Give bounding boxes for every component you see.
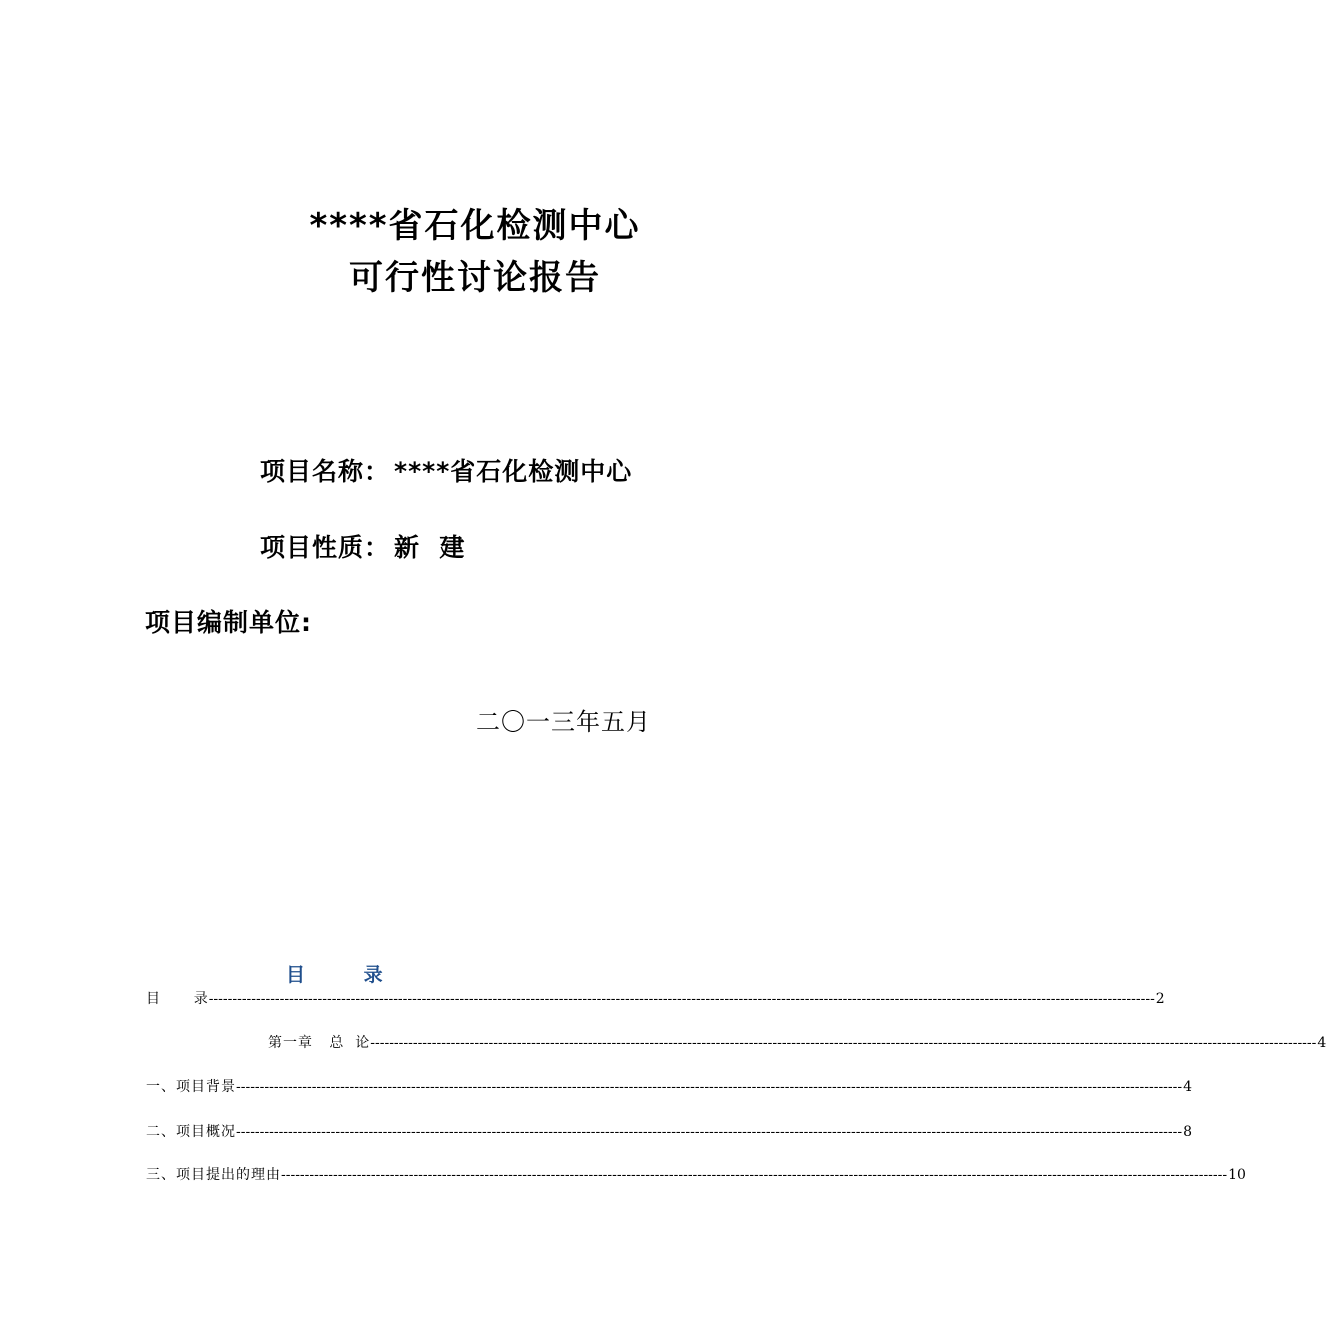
document-title	[0, 200, 950, 304]
project-nature-field	[260, 532, 465, 564]
toc-leader-dots: --------------------------------------------------------------------------------------------------------------------------------------------------------------------------------------------------------	[236, 1079, 1183, 1095]
toc-entry[interactable]	[146, 1077, 1193, 1097]
toc-entry-label: 二、项目概况	[146, 1124, 236, 1140]
project-name-label: 项目名称：	[260, 457, 391, 486]
toc-entry-page: 2	[1155, 991, 1165, 1007]
project-name-value: ****省石化检测中心	[394, 457, 633, 486]
toc-heading: 目 录	[286, 964, 409, 986]
title-line-2: 可行性讨论报告	[349, 258, 601, 298]
toc-entry-label: 目 录	[146, 991, 209, 1007]
toc-entry-label: 一、项目背景	[146, 1079, 236, 1095]
toc-entry-page: 4	[1317, 1035, 1326, 1051]
toc-entry-page: 4	[1183, 1079, 1193, 1095]
project-nature-label: 项目性质：	[260, 533, 391, 562]
toc-leader-dots: --------------------------------------------------------------------------------------------------------------------------------------------------------------------------------------------------------	[208, 991, 1155, 1007]
toc-leader-dots: --------------------------------------------------------------------------------------------------------------------------------------------------------------------------------------------------------	[281, 1167, 1228, 1183]
project-unit-label: 项目编制单位:	[145, 608, 312, 637]
toc-leader-dots: --------------------------------------------------------------------------------------------------------------------------------------------------------------------------------------------------------	[370, 1035, 1317, 1051]
toc-entry[interactable]	[268, 1033, 1326, 1053]
title-line-1: ****省石化检测中心	[309, 206, 641, 246]
toc-entry[interactable]	[146, 1165, 1246, 1185]
toc-entry-label: 第一章 总 论	[268, 1035, 371, 1051]
document-date: 二〇一三年五月	[476, 708, 651, 736]
toc-entry[interactable]	[146, 989, 1165, 1009]
project-unit-field	[145, 607, 312, 639]
toc-entry-page: 8	[1183, 1124, 1193, 1140]
toc-entry-label: 三、项目提出的理由	[146, 1167, 281, 1183]
toc-entry[interactable]	[146, 1122, 1193, 1142]
toc-leader-dots: --------------------------------------------------------------------------------------------------------------------------------------------------------------------------------------------------------	[236, 1124, 1183, 1140]
toc-entry-page: 10	[1228, 1167, 1246, 1183]
project-name-field	[260, 456, 632, 488]
project-nature-value: 新 建	[394, 533, 466, 562]
